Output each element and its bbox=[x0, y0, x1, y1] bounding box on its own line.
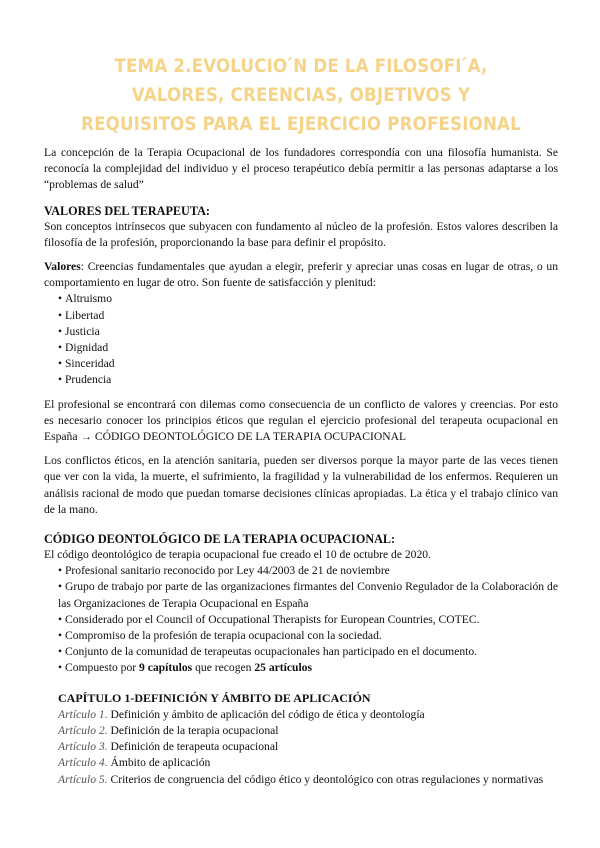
article-label: Artículo 3. bbox=[58, 740, 108, 754]
values-heading: VALORES DEL TERAPEUTA: bbox=[44, 203, 210, 218]
conflict-paragraph: El profesional se encontrará con dilemas como consecuencia de un conflicto de valores y creencias. Por esto es necesario conocer los principios éticos que regulan el ejercicio profesional del terapeuta ocupacional en España → CÓDIGO DEONTOLÓGICO DE LA TERAPIA OCUPACIONAL bbox=[44, 397, 558, 444]
article-item bbox=[44, 723, 558, 739]
list-item: • Dignidad bbox=[44, 340, 558, 356]
document-title: TEMA 2.EVOLUCIO ́N DE LA FILOSOFI ́A, VALORES, CREENCIAS, OBJETIVOS Y REQUISITOS PARA EL EJERCICIO PROFESIONAL bbox=[81, 56, 521, 135]
list-item: • Sinceridad bbox=[44, 356, 558, 372]
article-label: Artículo 2. bbox=[58, 723, 108, 737]
list-item: • Compromiso de la profesión de terapia ocupacional con la sociedad. bbox=[44, 628, 558, 644]
article-item bbox=[44, 707, 558, 723]
chapter1-heading: CAPÍTULO 1-DEFINICIÓN Y ÁMBITO DE APLICACIÓN bbox=[58, 690, 371, 705]
values-description: Son conceptos intrínsecos que subyacen con fundamento al núcleo de la profesión. Estos valores describen la filosofía de la profesión, proporcionando la base para definir el propósito. bbox=[44, 219, 558, 249]
list-item: • Grupo de trabajo por parte de las organizaciones firmantes del Convenio Regulador de la Colaboración de las Organizaciones de Terapia Ocupacional en España bbox=[44, 579, 558, 611]
values-definition bbox=[44, 259, 558, 291]
list-item: • Justicia bbox=[44, 324, 558, 340]
article-label: Artículo 1. bbox=[58, 707, 108, 721]
article-label: Artículo 5. bbox=[58, 772, 108, 786]
article-text: Definición y ámbito de aplicación del código de ética y deontología bbox=[107, 707, 425, 721]
list-item: • Libertad bbox=[44, 308, 558, 324]
article-text: Definición de la terapia ocupacional bbox=[107, 723, 279, 737]
article-text: Ámbito de aplicación bbox=[107, 756, 211, 770]
composition-prefix: Compuesto por bbox=[64, 661, 140, 675]
article-item bbox=[44, 772, 558, 788]
code-bullet-list bbox=[44, 563, 558, 676]
article-text: Definición de terapeuta ocupacional bbox=[107, 740, 279, 754]
articles-count: 25 artículos bbox=[254, 661, 312, 675]
composition-middle: que recogen bbox=[192, 661, 255, 675]
list-item: • Prudencia bbox=[44, 372, 558, 388]
values-definition-text: : Creencias fundamentales que ayudan a elegir, preferir y apreciar unas cosas en lugar de otras, o un comportamiento en lugar de otro. Son fuente de satisfacción y plenitud: bbox=[44, 260, 558, 290]
article-label: Artículo 4. bbox=[58, 756, 108, 770]
values-list bbox=[44, 291, 558, 388]
list-item-composition bbox=[44, 660, 558, 676]
list-item: • Altruismo bbox=[44, 291, 558, 307]
code-intro: El código deontológico de terapia ocupacional fue creado el 10 de octubre de 2020. bbox=[44, 548, 431, 562]
intro-paragraph: La concepción de la Terapia Ocupacional de los fundadores correspondía con una filosofía humanista. Se reconocía la complejidad del individuo y el proceso terapéutico debía permitir a las personas adaptarse a los “problemas de salud” bbox=[44, 146, 558, 192]
article-item bbox=[44, 755, 558, 771]
code-heading: CÓDIGO DEONTOLÓGICO DE LA TERAPIA OCUPACIONAL: bbox=[44, 532, 396, 547]
list-item: • Conjunto de la comunidad de terapeutas ocupacionales han participado en el documento. bbox=[44, 644, 558, 660]
ethics-paragraph: Los conflictos éticos, en la atención sanitaria, pueden ser diversos porque la mayor parte de las veces tienen que ver con la vida, la muerte, el sufrimiento, la fragilidad y la vulnerabilidad de los enfermos. Requieren un análisis racional de modo que puedan tomarse decisiones clínicas apropiadas. La ética y el trabajo clínico van de la mano. bbox=[44, 454, 558, 516]
article-text: Criterios de congruencia del código ético y deontológico con otras regulaciones y normativas bbox=[107, 772, 544, 786]
article-item bbox=[44, 739, 558, 755]
values-label: Valores bbox=[44, 260, 81, 274]
chapter1-articles bbox=[44, 707, 558, 788]
chapters-count: 9 capítulos bbox=[139, 661, 193, 675]
list-item: • Considerado por el Council of Occupational Therapists for European Countries, COTEC. bbox=[44, 612, 558, 628]
list-item: • Profesional sanitario reconocido por Ley 44/2003 de 21 de noviembre bbox=[44, 563, 558, 579]
